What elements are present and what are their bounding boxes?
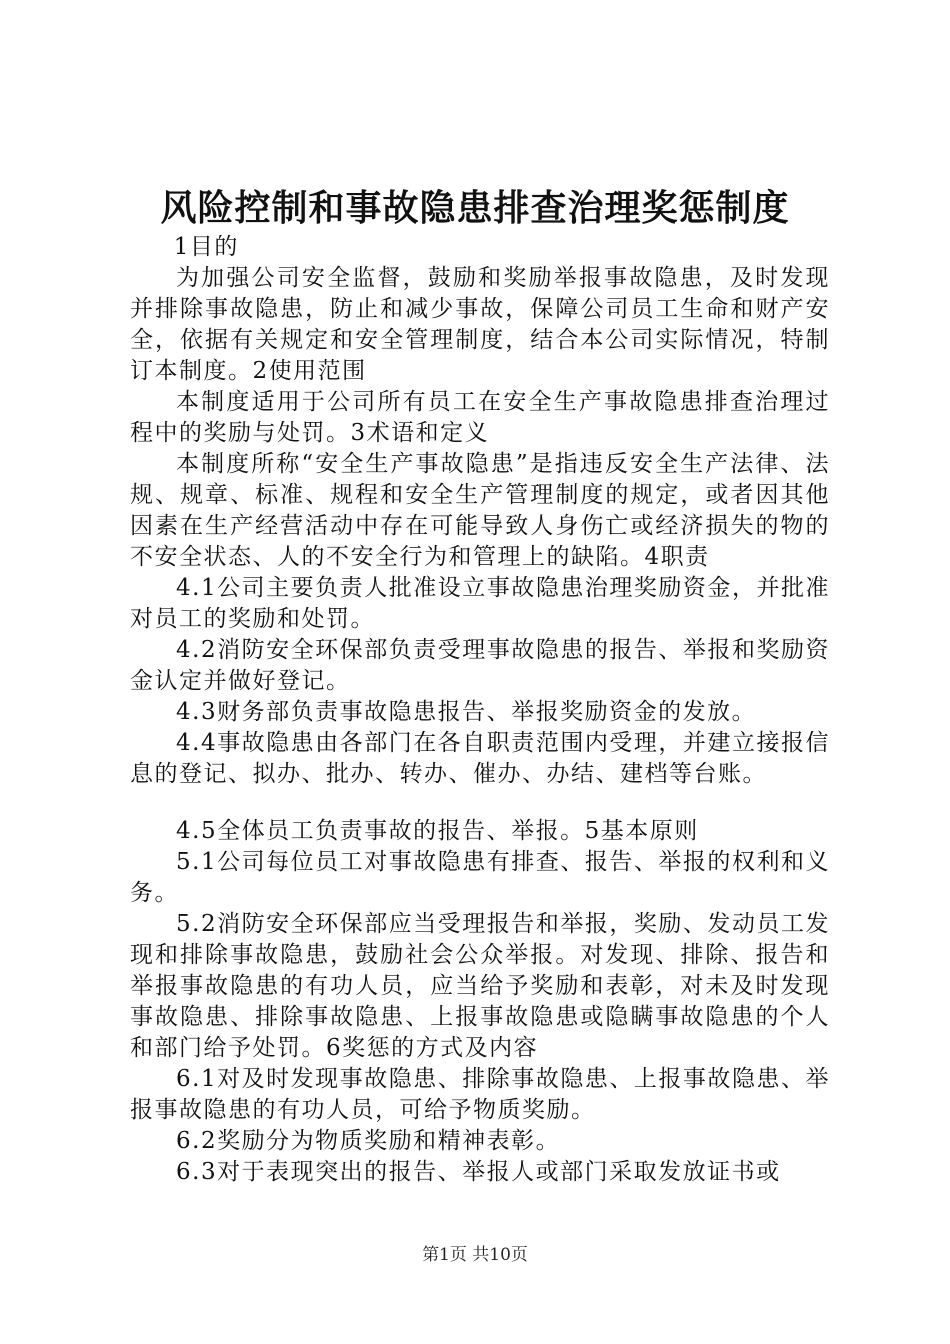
- paragraph-duty-4-2: 4.2消防安全环保部负责受理事故隐患的报告、举报和奖励资金认定并做好登记。: [130, 637, 830, 694]
- paragraph-reward-6-3: 6.3对于表现突出的报告、举报人或部门采取发放证书或: [176, 1159, 781, 1185]
- paragraph-principle-5-2: 5.2消防安全环保部应当受理报告和举报，奖励、发动员工发现和排除事故隐患，鼓励社会公众举报。对发现、排除、报告和举报事故隐患的有功人员，应当给予奖励和表彰，对未及时发现事故隐患、排除事故隐患、上报事故隐患或隐瞒事故隐患的个人和部门给予处罚。6奖惩的方式及内容: [130, 911, 830, 1061]
- paragraph-definition: 本制度所称“安全生产事故隐患”是指违反安全生产法律、法规、规章、标准、规程和安全生产管理制度的规定，或者因其他因素在生产经营活动中存在可能导致人身伤亡或经济损失的物的不安全状态、人的不安全行为和管理上的缺陷。4职责: [130, 451, 830, 570]
- paragraph-principle-5-1: 5.1公司每位员工对事故隐患有排查、报告、举报的权利和义务。: [130, 849, 830, 906]
- page-indicator: 第1页 共10页: [422, 1245, 528, 1265]
- paragraph-duty-4-3: 4.3财务部负责事故隐患报告、举报奖励资金的发放。: [176, 699, 757, 725]
- document-body: [130, 232, 830, 1188]
- paragraph-duty-4-5: 4.5全体员工负责事故的报告、举报。5基本原则: [176, 818, 699, 844]
- paragraph-duty-4-4: 4.4事故隐患由各部门在各自职责范围内受理，并建立接报信息的登记、拟办、批办、转办、催办、办结、建档等台账。: [130, 730, 830, 787]
- document-title: 风险控制和事故隐患排查治理奖惩制度: [160, 187, 790, 229]
- paragraph-purpose: 为加强公司安全监督，鼓励和奖励举报事故隐患，及时发现并排除事故隐患，防止和减少事故，保障公司员工生命和财产安全，依据有关规定和安全管理制度，结合本公司实际情况，特制订本制度。2使用范围: [130, 265, 830, 384]
- paragraph-duty-4-1: 4.1公司主要负责人批准设立事故隐患治理奖励资金，并批准对员工的奖励和处罚。: [130, 575, 830, 632]
- paragraph-reward-6-2: 6.2奖励分为物质奖励和精神表彰。: [176, 1128, 561, 1154]
- paragraph-scope: 本制度适用于公司所有员工在安全生产事故隐患排查治理过程中的奖励与处罚。3术语和定义: [130, 389, 830, 446]
- section-heading-purpose: 1目的: [173, 234, 239, 260]
- paragraph-reward-6-1: 6.1对及时发现事故隐患、排除事故隐患、上报事故隐患、举报事故隐患的有功人员，可给予物质奖励。: [130, 1066, 830, 1123]
